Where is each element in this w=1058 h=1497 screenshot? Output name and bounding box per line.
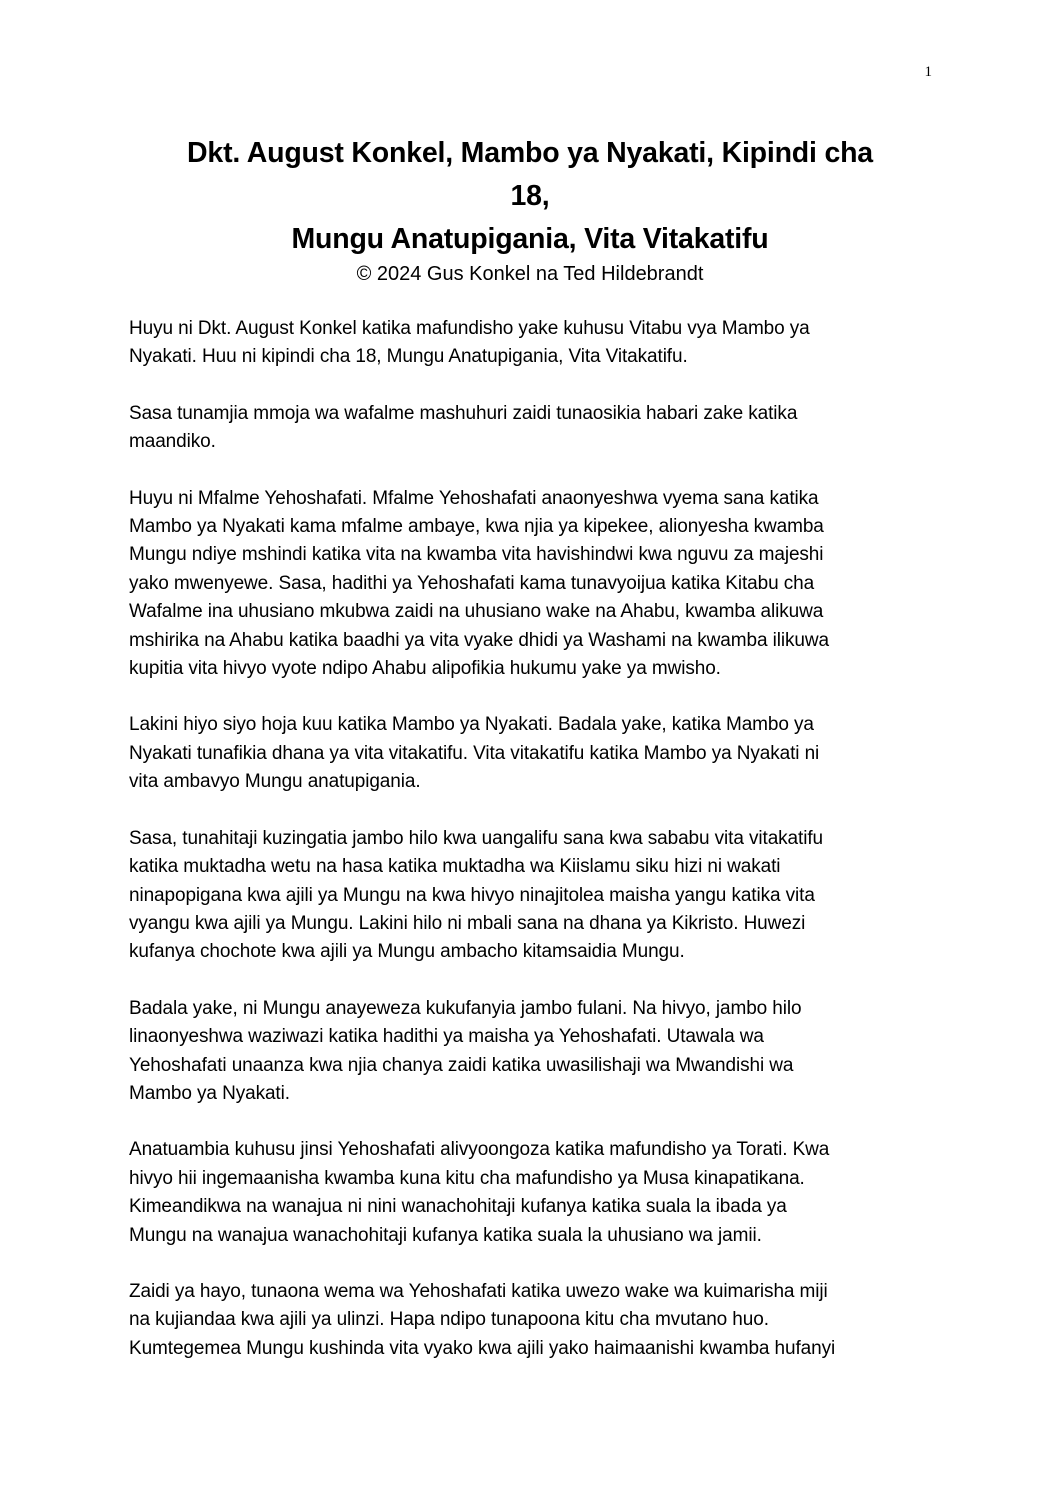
text-line: Mungu na wanajua wanachohitaji kufanya katika suala la uhusiano wa jamii.	[129, 1224, 762, 1246]
text-line: Zaidi ya hayo, tunaona wema wa Yehoshafati katika uwezo wake wa kuimarisha miji	[129, 1280, 828, 1302]
text-line: Nyakati tunafikia dhana ya vita vitakatifu. Vita vitakatifu katika Mambo ya Nyakati ni	[129, 742, 820, 764]
title-line-1: Dkt. August Konkel, Mambo ya Nyakati, Kipindi cha	[187, 137, 873, 169]
paragraph-1	[129, 315, 939, 372]
title-line-3: Mungu Anatupigania, Vita Vitakatifu	[291, 223, 769, 255]
text-line: na kujiandaa kwa ajili ya ulinzi. Hapa ndipo tunapoona kitu cha mvutano huo.	[129, 1309, 769, 1331]
text-line: vita ambavyo Mungu anatupigania.	[129, 771, 421, 793]
text-line: Mungu ndiye mshindi katika vita na kwamba vita havishindwi kwa nguvu za majeshi	[129, 544, 824, 566]
text-line: Mambo ya Nyakati kama mfalme ambaye, kwa njia ya kipekee, alionyesha kwamba	[129, 516, 824, 538]
paragraph-3	[129, 485, 939, 684]
text-line: Sasa tunamjia mmoja wa wafalme mashuhuri zaidi tunaosikia habari zake katika	[129, 402, 798, 424]
text-line: Yehoshafati unaanza kwa njia chanya zaidi katika uwasilishaji wa Mwandishi wa	[129, 1054, 794, 1076]
paragraph-2	[129, 400, 939, 457]
page-number: 1	[924, 64, 932, 80]
text-line: hivyo hii ingemaanisha kwamba kuna kitu cha mafundisho ya Musa kinapatikana.	[129, 1167, 805, 1189]
text-line: katika muktadha wetu na hasa katika muktadha wa Kiislamu siku hizi ni wakati	[129, 856, 781, 878]
text-line: Nyakati. Huu ni kipindi cha 18, Mungu Anatupigania, Vita Vitakatifu.	[129, 346, 688, 368]
document-header	[130, 132, 930, 287]
text-line: Huyu ni Dkt. August Konkel katika mafundisho yake kuhusu Vitabu vya Mambo ya	[129, 318, 810, 339]
title-line-2: 18,	[510, 180, 550, 212]
text-line: kupitia vita hivyo vyote ndipo Ahabu alipofikia hukumu yake ya mwisho.	[129, 658, 721, 680]
text-line: Lakini hiyo siyo hoja kuu katika Mambo ya Nyakati. Badala yake, katika Mambo ya	[129, 714, 814, 736]
text-line: Mambo ya Nyakati.	[129, 1082, 290, 1104]
copyright-notice: © 2024 Gus Konkel na Ted Hildebrandt	[356, 263, 704, 285]
text-line: Wafalme ina uhusiano mkubwa zaidi na uhusiano wake na Ahabu, kwamba alikuwa	[129, 601, 824, 623]
text-line: maandiko.	[129, 431, 216, 453]
text-line: vyangu kwa ajili ya Mungu. Lakini hilo ni mbali sana na dhana ya Kikristo. Huwezi	[129, 912, 806, 934]
paragraph-6	[129, 995, 939, 1109]
text-line: Kumtegemea Mungu kushinda vita vyako kwa ajili yako haimaanishi kwamba hufanyi	[129, 1337, 836, 1359]
text-line: linaonyeshwa waziwazi katika hadithi ya maisha ya Yehoshafati. Utawala wa	[129, 1026, 764, 1048]
text-line: Anatuambia kuhusu jinsi Yehoshafati alivyoongoza katika mafundisho ya Torati. Kwa	[129, 1139, 830, 1161]
text-line: Sasa, tunahitaji kuzingatia jambo hilo kwa uangalifu sana kwa sababu vita vitakatifu	[129, 827, 823, 849]
paragraph-7	[129, 1136, 939, 1250]
text-line: ninapopigana kwa ajili ya Mungu na kwa hivyo ninajitolea maisha yangu katika vita	[129, 884, 815, 906]
text-line: kufanya chochote kwa ajili ya Mungu ambacho kitamsaidia Mungu.	[129, 941, 685, 963]
document-body	[129, 315, 939, 1391]
text-line: Kimeandikwa na wanajua ni nini wanachohitaji kufanya katika suala la ibada ya	[129, 1196, 787, 1218]
text-line: mshirika na Ahabu katika baadhi ya vita vyake dhidi ya Washami na kwamba ilikuwa	[129, 629, 829, 651]
paragraph-5	[129, 825, 939, 967]
text-line: Badala yake, ni Mungu anayeweza kukufanyia jambo fulani. Na hivyo, jambo hilo	[129, 997, 802, 1019]
paragraph-4	[129, 711, 939, 796]
text-line: Huyu ni Mfalme Yehoshafati. Mfalme Yehoshafati anaonyeshwa vyema sana katika	[129, 487, 819, 509]
text-line: yako mwenyewe. Sasa, hadithi ya Yehoshafati kama tunavyoijua katika Kitabu cha	[129, 572, 815, 594]
paragraph-8	[129, 1278, 939, 1363]
